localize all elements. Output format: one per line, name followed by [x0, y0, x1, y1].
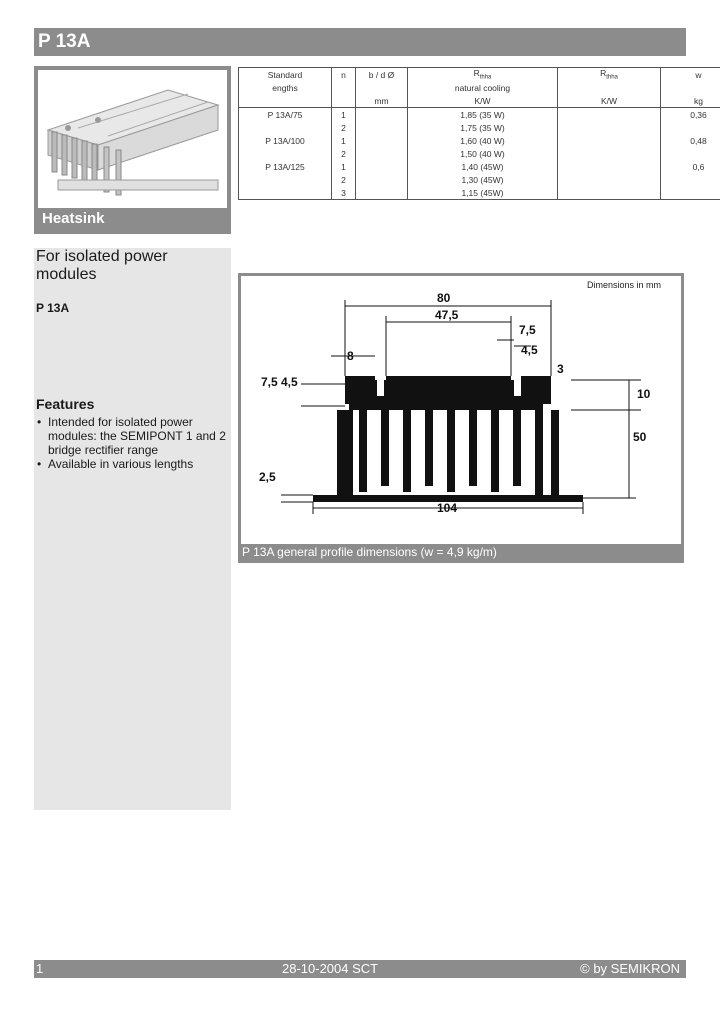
profile-figure	[238, 273, 684, 563]
product-photo-panel	[34, 66, 231, 234]
dim-overall-width: 104	[437, 501, 458, 515]
profile-drawing	[241, 276, 681, 544]
dim-left-small: 8	[347, 349, 354, 363]
table-header-row-2	[239, 81, 720, 94]
col-header-rth-2: natural cooling	[408, 81, 558, 94]
heatsink-photo	[38, 70, 227, 208]
dim-left-v2: 4,5	[281, 375, 298, 389]
description-sidebar	[34, 248, 231, 810]
dim-right-top: 7,5	[519, 323, 536, 337]
col-header-lengths-2: engths	[239, 81, 332, 94]
dim-base-thick: 2,5	[259, 470, 276, 484]
table-row: P 13A/75 1 1,85 (35 W) 0,36	[239, 108, 720, 122]
dim-right-v-top: 3	[557, 362, 564, 376]
unit-bd: mm	[356, 94, 408, 108]
col-header-rth: $R_{thha}$	[408, 68, 558, 82]
unit-w: kg	[661, 94, 720, 108]
list-item: • Available in various lengths	[36, 457, 226, 471]
table-row: 2 1,50 (40 W)	[239, 147, 720, 160]
heatsink-illustration	[38, 70, 227, 208]
footer-date: 28-10-2004 SCT	[282, 961, 379, 976]
product-category-label: Heatsink	[42, 210, 105, 227]
dim-left-v1: 7,5	[261, 375, 278, 389]
heatsink-profile	[313, 376, 583, 502]
list-item: • Intended for isolated power modules: the SEMIPONT 1 and 2 bridge rectifier range	[36, 415, 226, 457]
page-number: 1	[36, 961, 44, 976]
col-header-r2: $R_{thha}$	[558, 68, 661, 82]
page-title: P 13A	[34, 28, 686, 56]
profile-drawing-svg	[241, 276, 681, 544]
dim-inner-top: 47,5	[435, 308, 459, 322]
table-row: P 13A/125 1 1,40 (45W) 0,6	[239, 160, 720, 173]
table-row: P 13A/100 1 1,60 (40 W) 0,48	[239, 134, 720, 147]
col-header-bd: b / d Ø	[356, 68, 408, 82]
features-list	[36, 415, 226, 471]
dimensions-note: Dimensions in mm	[586, 280, 661, 290]
col-header-n: n	[332, 68, 356, 82]
figure-caption: P 13A general profile dimensions (w = 4,9 kg/m)	[242, 545, 497, 559]
col-header-w: w	[661, 68, 720, 82]
footer-copyright: © by SEMIKRON	[580, 961, 680, 976]
page-footer	[34, 960, 686, 978]
dim-right-sub: 4,5	[521, 343, 538, 357]
table-row: 2 1,75 (35 W)	[239, 121, 720, 134]
table-units-row	[239, 94, 720, 108]
sidebar-title: For isolated power modules	[36, 248, 168, 283]
table-header-row	[239, 68, 720, 82]
unit-r2: K/W	[558, 94, 661, 108]
col-header-lengths: Standard	[239, 68, 332, 82]
unit-rth: K/W	[408, 94, 558, 108]
sidebar-part-number: P 13A	[36, 301, 70, 315]
dim-right-v-mid: 10	[637, 387, 651, 401]
table-row: 2 1,30 (45W)	[239, 173, 720, 186]
table-row: 3 1,15 (45W)	[239, 186, 720, 200]
dim-overall-top: 80	[437, 291, 451, 305]
features-heading: Features	[36, 396, 95, 412]
dim-height: 50	[633, 430, 647, 444]
spec-table	[238, 67, 720, 200]
